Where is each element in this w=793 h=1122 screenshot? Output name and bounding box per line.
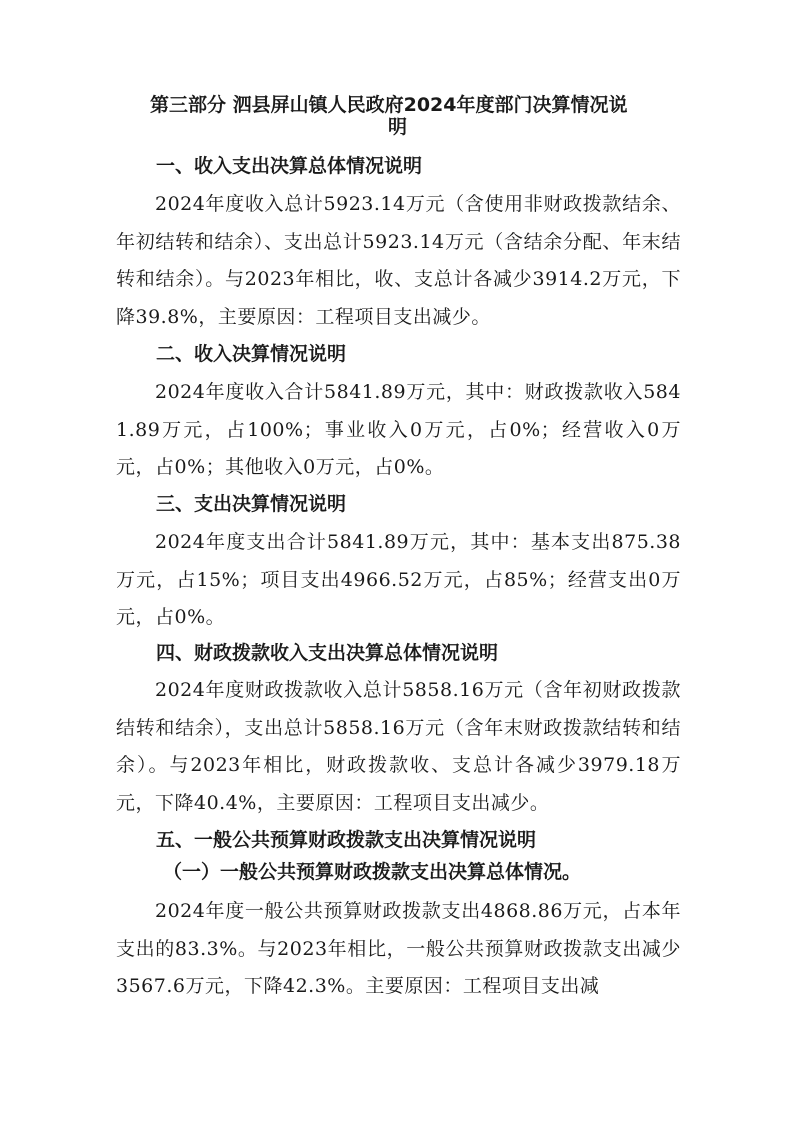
section-heading-income-expenditure-overview: 一、收入支出决算总体情况说明 — [156, 155, 423, 177]
section-paragraph-expenditure: 2024年度支出合计5841.89万元，其中：基本支出875.38万元，占15%；项目支出4966.52万元，占85%；经营支出0万元，占0%。 — [116, 531, 681, 628]
title-line-2: 明 — [388, 116, 408, 138]
section-heading-income: 二、收入决算情况说明 — [156, 343, 347, 365]
subsection-heading-general-public-budget-overview: （一）一般公共预算财政拨款支出决算总体情况。 — [163, 861, 582, 883]
section-heading-expenditure: 三、支出决算情况说明 — [156, 493, 347, 515]
section-heading-fiscal-appropriation: 四、财政拨款收入支出决算总体情况说明 — [156, 642, 499, 664]
section-paragraph-income: 2024年度收入合计5841.89万元，其中：财政拨款收入5841.89万元，占100%；事业收入0万元，占0%；经营收入0万元，占0%；其他收入0万元，占0%。 — [116, 381, 681, 478]
section-paragraph-general-public-budget: 2024年度一般公共预算财政拨款支出4868.86万元，占本年支出的83.3%。与2023年相比，一般公共预算财政拨款支出减少3567.6万元，下降42.3%。主要原因：工程项目支出减 — [116, 900, 681, 997]
document-title — [150, 94, 690, 138]
section-heading-general-public-budget: 五、一般公共预算财政拨款支出决算情况说明 — [156, 829, 537, 851]
section-paragraph-fiscal-appropriation: 2024年度财政拨款收入总计5858.16万元（含年初财政拨款结转和结余），支出总计5858.16万元（含年末财政拨款结转和结余）。与2023年相比，财政拨款收、支总计各减少3979.18万元，下降40.4%，主要原因：工程项目支出减少。 — [116, 679, 681, 814]
section-paragraph-income-expenditure-overview: 2024年度收入总计5923.14万元（含使用非财政拨款结余、年初结转和结余）、支出总计5923.14万元（含结余分配、年末结转和结余）。与2023年相比，收、支总计各减少3914.2万元，下降39.8%，主要原因：工程项目支出减少。 — [116, 193, 681, 328]
title-line-1: 第三部分 泗县屏山镇人民政府2024年度部门决算情况说 — [150, 94, 628, 116]
